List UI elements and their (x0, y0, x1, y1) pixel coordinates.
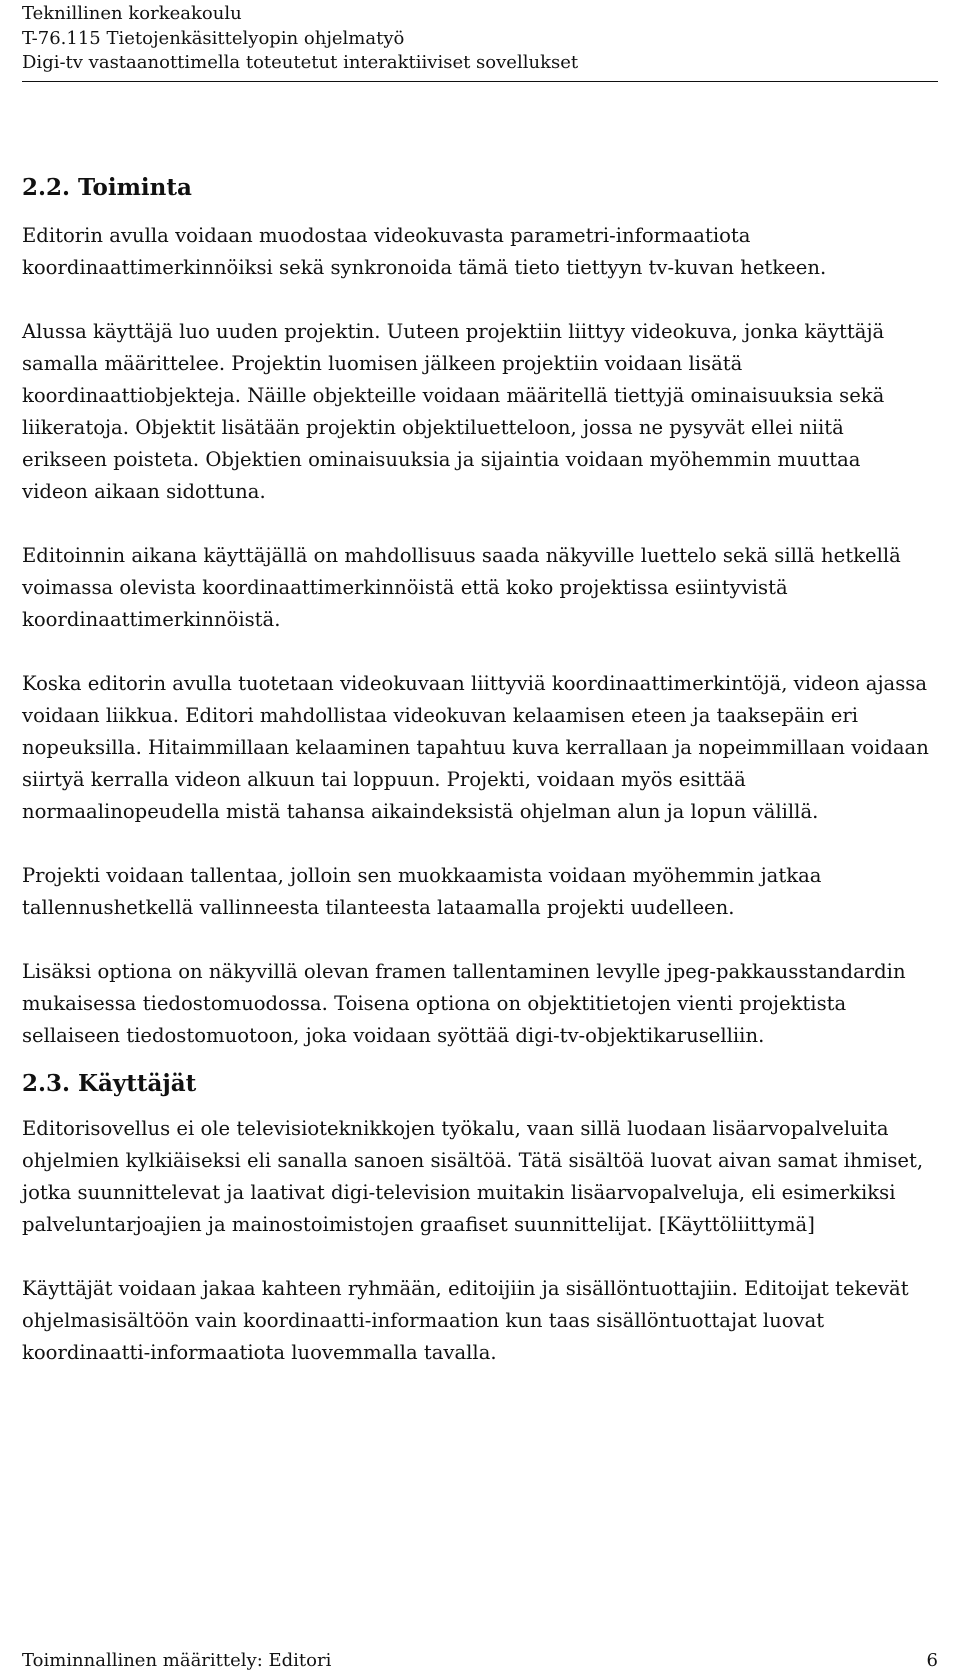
paragraph-editing-list: Editoinnin aikana käyttäjällä on mahdollisuus saada näkyville luettelo sekä sillä hetkellä voimassa olevista koordinaattimerkinnöistä että koko projektissa esiintyvistä koordinaattimerkinnöistä. (22, 544, 901, 631)
paragraph-video-navigation: Koska editorin avulla tuotetaan videokuvaan liittyviä koordinaattimerkintöjä, videon ajassa voidaan liikkua. Editori mahdollistaa videokuvan kelaamisen eteen ja taaksepäin eri nopeuksilla. Hitaimmillaan kelaaminen tapahtuu kuva kerrallaan ja nopeimmillaan voidaan siirtyä kerralla videon alkuun tai loppuun. Projekti, voidaan myös esittää normaalinopeudella mistä tahansa aikaindeksistä ohjelman alun ja lopun välillä. (22, 672, 929, 823)
header-project-title: Digi-tv vastaanottimella toteutetut interaktiiviset sovellukset (22, 52, 579, 73)
header-course: T-76.115 Tietojenkäsittelyopin ohjelmatyö (22, 27, 405, 49)
page-footer (22, 1649, 938, 1673)
paragraph-user-groups: Käyttäjät voidaan jakaa kahteen ryhmään, editoijiin ja sisällöntuottajiin. Editoijat tekevät ohjelmasisältöön vain koordinaatti-informaation kun taas sisällöntuottajat luovat koordinaatti-informaatiota luovemmalla tavalla. (22, 1277, 909, 1364)
header-divider (22, 81, 938, 82)
header-institution: Teknillinen korkeakoulu (22, 3, 242, 24)
paragraph-editor-users: Editorisovellus ei ole televisioteknikkojen työkalu, vaan sillä luodaan lisäarvopalveluita ohjelmien kylkiäiseksi eli sanalla sanoen sisältöä. Tätä sisältöä luovat aivan samat ihmiset, jotka suunnittelevat ja laativat digi-television muitakin lisäarvopalveluja, eli esimerkiksi palveluntarjoajien ja mainostoimistojen graafiset suunnittelijat. [Käyttöliittymä] (22, 1117, 924, 1236)
section-heading-toiminta: 2.2. Toiminta (22, 174, 192, 201)
section-heading-kayttajat: 2.3. Käyttäjät (22, 1070, 197, 1097)
paragraph-project-saving: Projekti voidaan tallentaa, jolloin sen muokkaamista voidaan myöhemmin jatkaa tallennushetkellä vallinneesta tilanteesta lataamalla projekti uudelleen. (22, 864, 822, 919)
page-header (22, 2, 938, 82)
paragraph-export-options: Lisäksi optiona on näkyvillä olevan framen tallentaminen levylle jpeg-pakkausstandardin mukaisessa tiedostomuodossa. Toisena optiona on objektitietojen vienti projektista sellaiseen tiedostomuotoon, joka voidaan syöttää digi-tv-objektikaruselliin. (22, 960, 906, 1047)
page-number: 6 (926, 1650, 938, 1671)
paragraph-project-creation: Alussa käyttäjä luo uuden projektin. Uuteen projektiin liittyy videokuva, jonka käyttäjä samalla määrittelee. Projektin luomisen jälkeen projektiin voidaan lisätä koordinaattiobjekteja. Näille objekteille voidaan määritellä tiettyjä ominaisuuksia sekä liikeratoja. Objektit lisätään projektin objektiluetteloon, jossa ne pysyvät ellei niitä erikseen poisteta. Objektien ominaisuuksia ja sijaintia voidaan myöhemmin muuttaa videon aikaan sidottuna. (22, 320, 885, 503)
footer-document-title: Toiminnallinen määrittely: Editori (22, 1650, 332, 1671)
document-body (22, 172, 932, 1369)
paragraph-editor-purpose: Editorin avulla voidaan muodostaa videokuvasta parametri-informaatiota koordinaattimerkinnöiksi sekä synkronoida tämä tieto tiettyyn tv-kuvan hetkeen. (22, 224, 827, 279)
